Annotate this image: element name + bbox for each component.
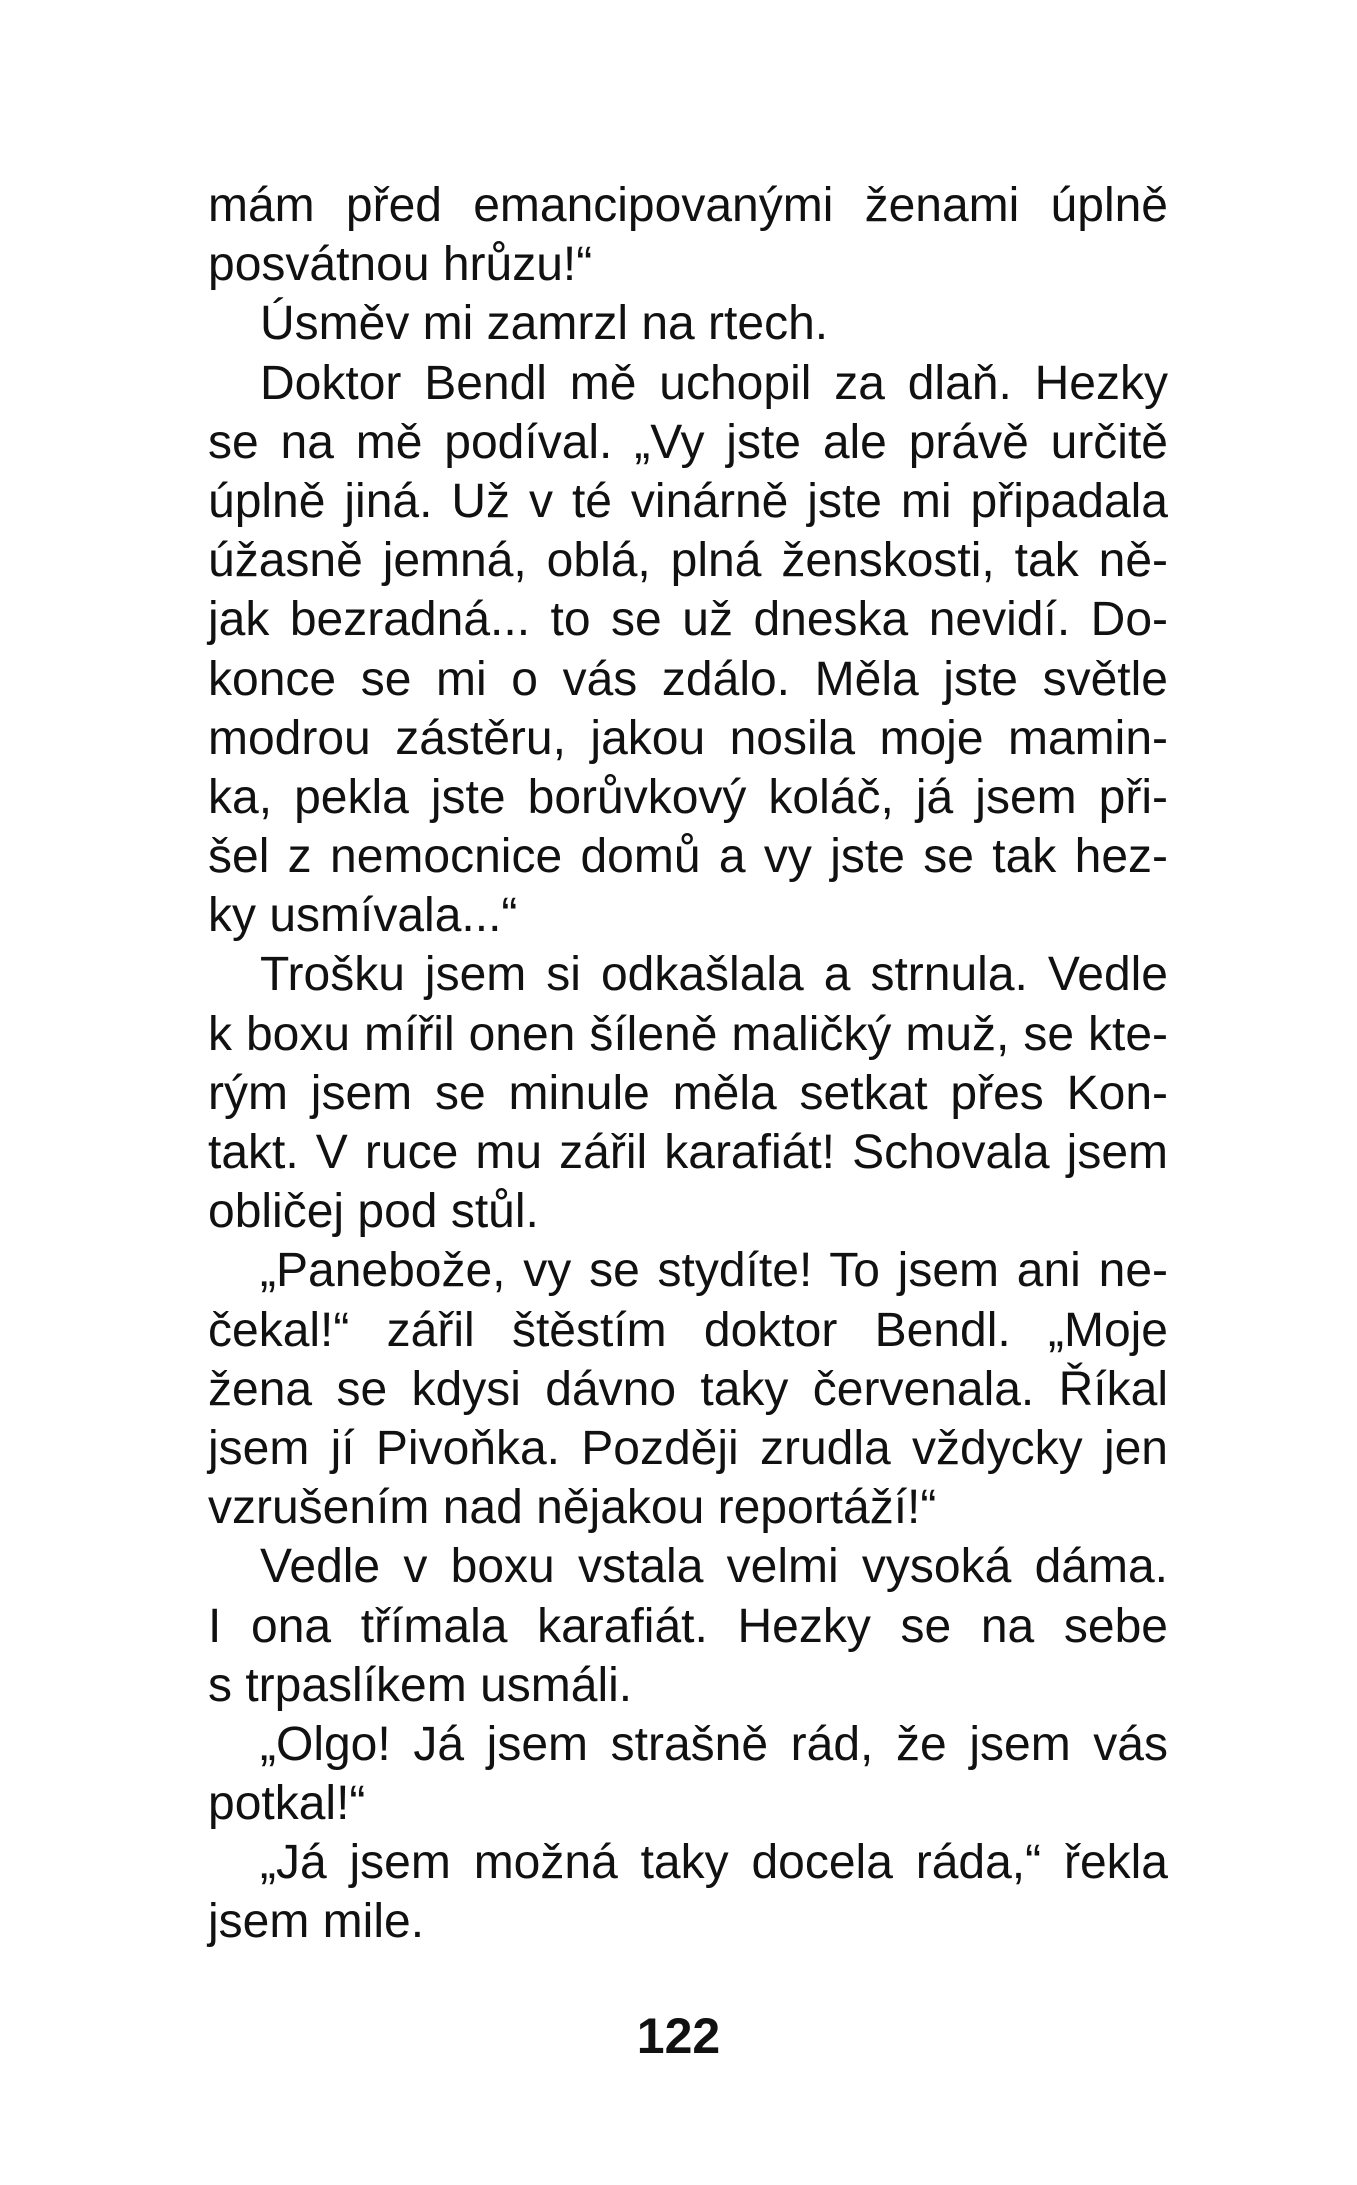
text-line: Trošku jsem si odkašlala a strnula. Vedle	[260, 948, 1168, 1002]
text-line: čekal!“ zářil štěstím doktor Bendl. „Moje	[208, 1303, 1168, 1357]
text-line: k boxu mířil onen šíleně maličký muž, se kte-	[208, 1007, 1168, 1061]
text-line: úžasně jemná, oblá, plná ženskosti, tak ně-	[208, 534, 1168, 588]
text-line: obličej pod stůl.	[208, 1185, 539, 1239]
text-line: jsem mile.	[208, 1895, 425, 1949]
body-text	[208, 176, 1168, 1952]
text-line: mám před emancipovanými ženami úplně	[208, 179, 1168, 232]
text-line: „Olgo! Já jsem strašně rád, že jsem vás	[260, 1717, 1168, 1771]
text-line: Vedle v boxu vstala velmi vysoká dáma.	[260, 1540, 1168, 1594]
page-number: 122	[636, 2008, 721, 2064]
text-line: „Panebože, vy se stydíte! To jsem ani ne-	[260, 1244, 1168, 1298]
text-line: potkal!“	[208, 1777, 366, 1831]
text-line: takt. V ruce mu zářil karafiát! Schovala jsem	[208, 1126, 1168, 1179]
text-line: úplně jiná. Už v té vinárně jste mi připadala	[208, 474, 1168, 528]
text-line: posvátnou hrůzu!“	[208, 238, 593, 292]
text-line: „Já jsem možná taky docela ráda,“ řekla	[260, 1836, 1168, 1890]
text-line: ka, pekla jste borůvkový koláč, já jsem při-	[208, 770, 1168, 824]
text-line: se na mě podíval. „Vy jste ale právě určitě	[208, 415, 1168, 469]
text-line: Doktor Bendl mě uchopil za dlaň. Hezky	[260, 356, 1168, 410]
text-line: ky usmívala...“	[208, 889, 518, 943]
text-line: jak bezradná... to se už dneska nevidí. Do-	[208, 593, 1168, 647]
text-line: modrou zástěru, jakou nosila moje mamin-	[208, 711, 1168, 765]
text-line: šel z nemocnice domů a vy jste se tak hez-	[208, 830, 1168, 884]
text-line: rým jsem se minule měla setkat přes Kon-	[208, 1066, 1168, 1120]
text-line: vzrušením nad nějakou reportáží!“	[208, 1481, 937, 1535]
text-line: žena se kdysi dávno taky červenala. Říkal	[208, 1362, 1168, 1416]
text-line: konce se mi o vás zdálo. Měla jste světle	[208, 652, 1168, 706]
text-line: s trpaslíkem usmáli.	[208, 1658, 633, 1712]
text-line: jsem jí Pivoňka. Později zrudla vždycky jen	[208, 1421, 1168, 1475]
text-line: I ona třímala karafiát. Hezky se na sebe	[208, 1599, 1168, 1653]
text-line: Úsměv mi zamrzl na rtech.	[260, 297, 829, 351]
